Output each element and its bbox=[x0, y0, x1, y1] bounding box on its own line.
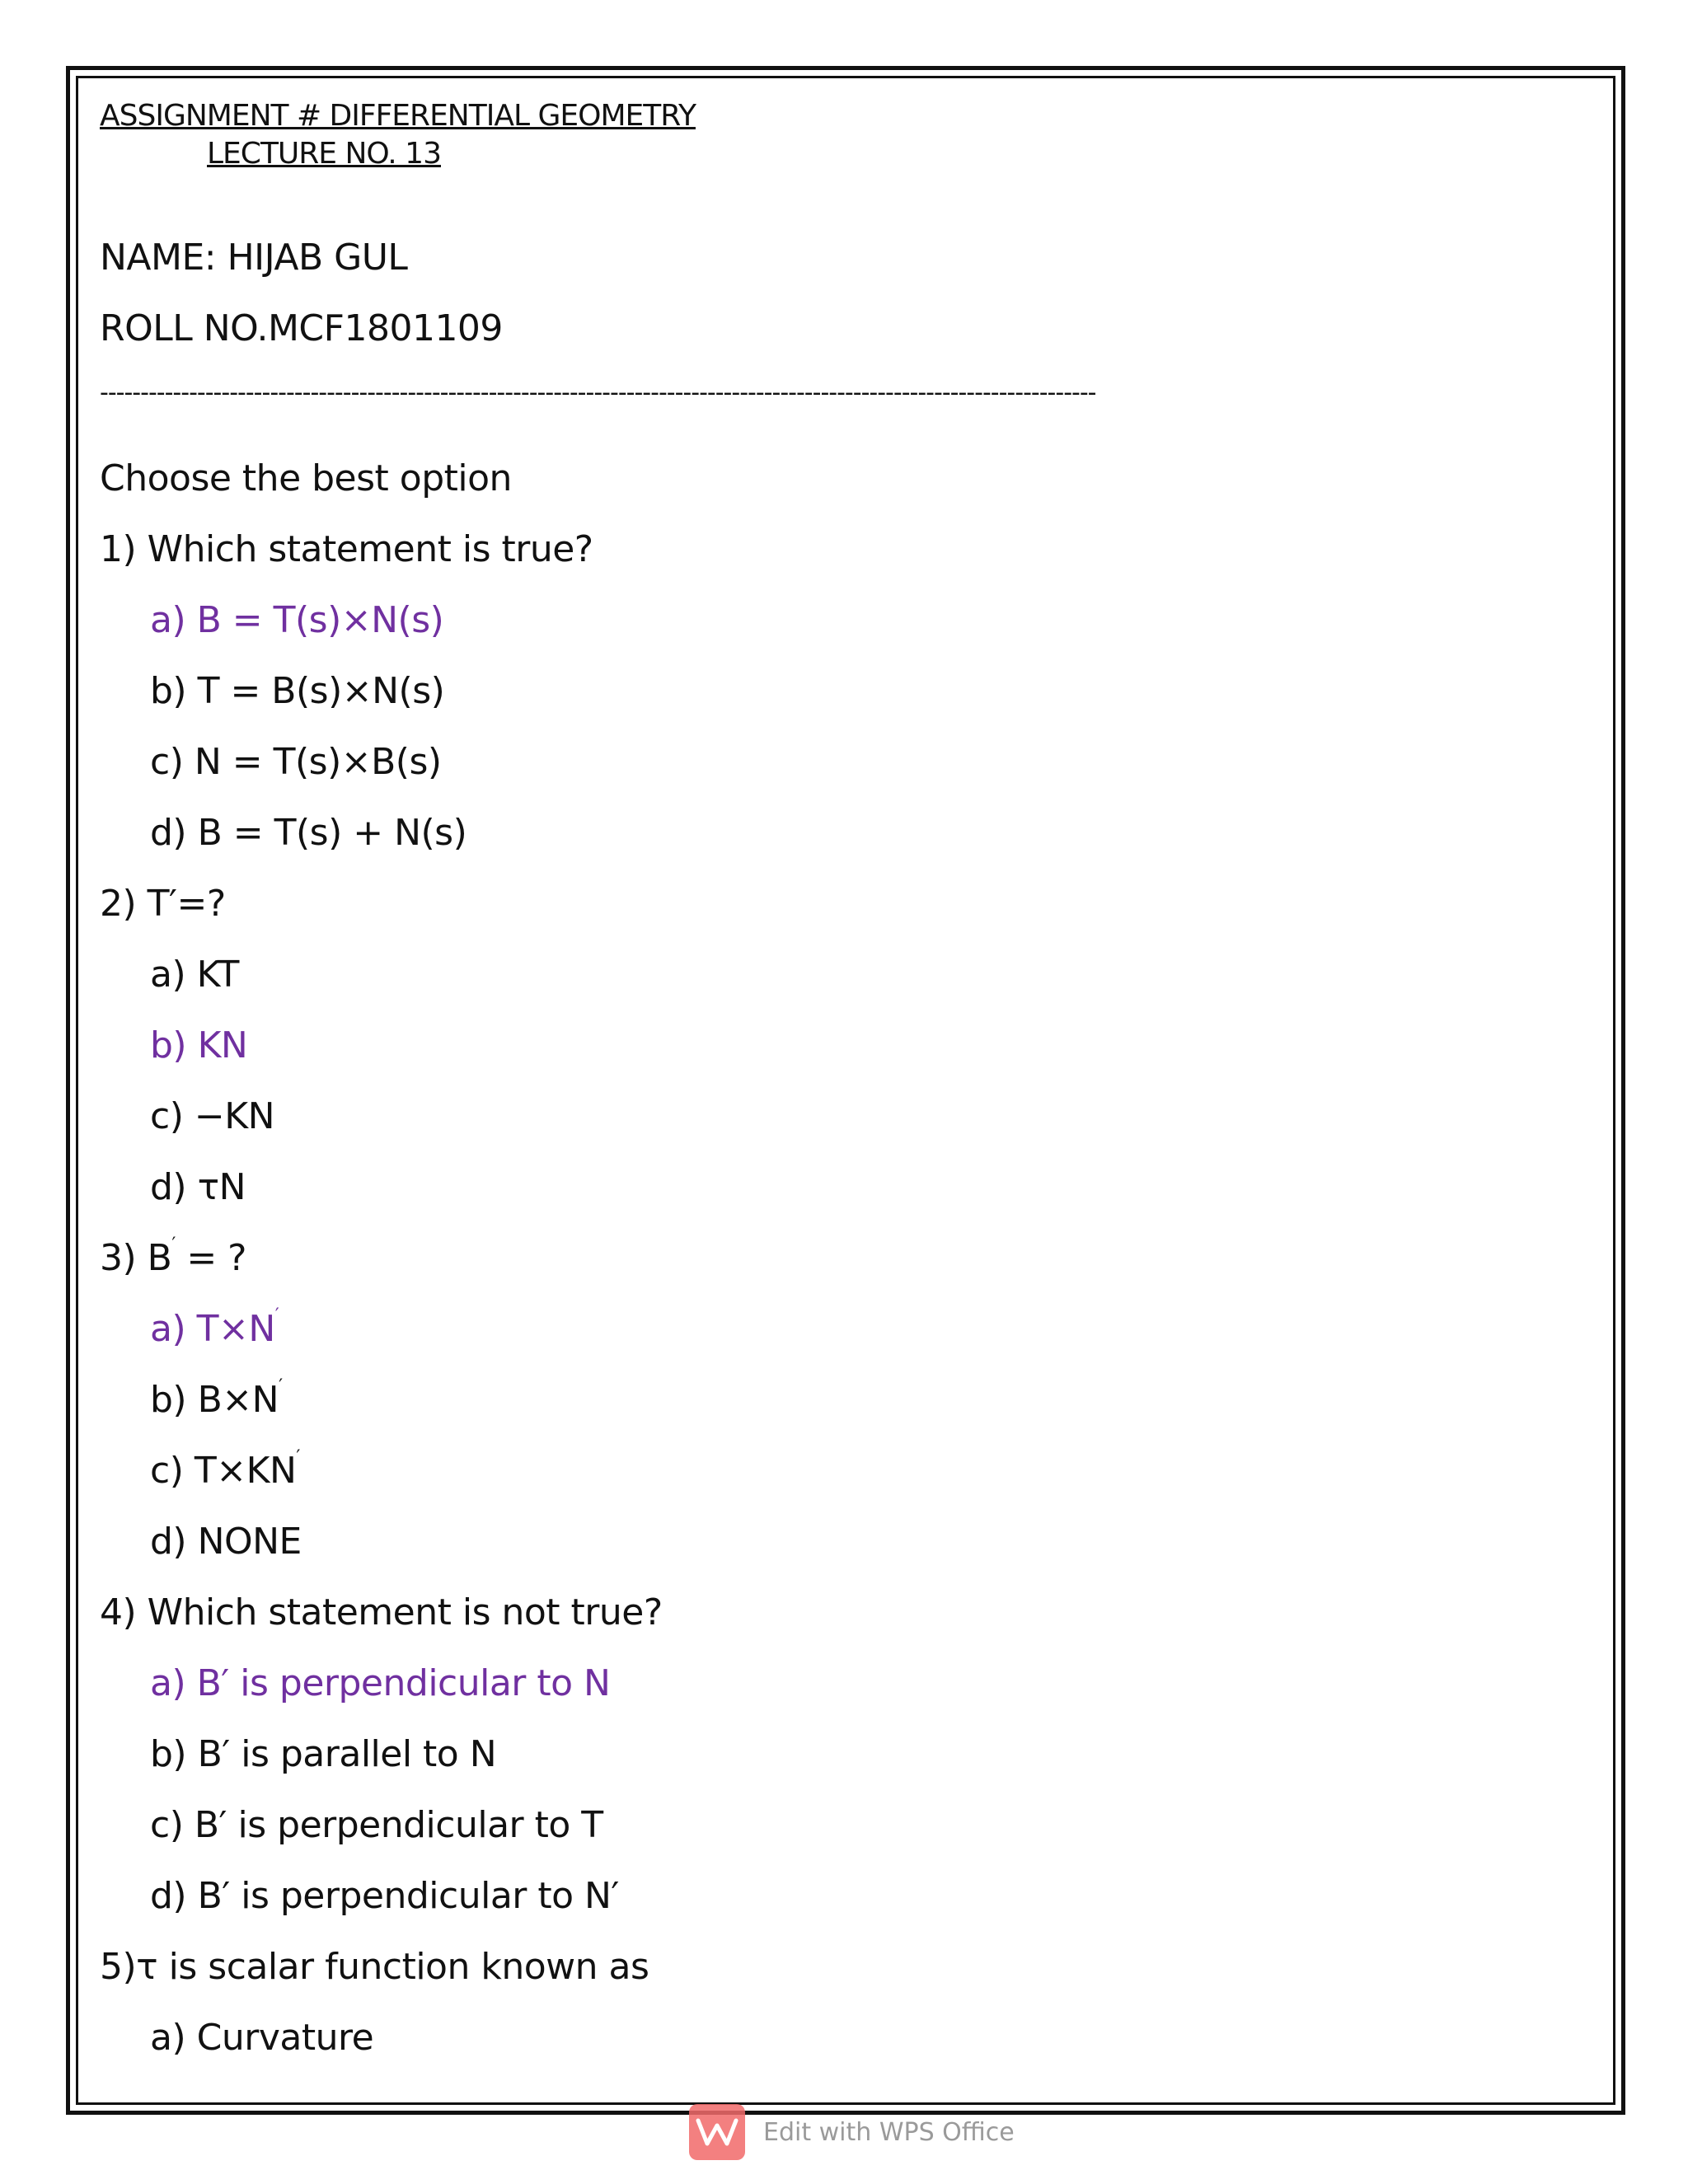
q5-option-a: a) Curvature bbox=[150, 2017, 374, 2059]
q2-option-d: d) τN bbox=[150, 1166, 246, 1208]
student-name: NAME: HIJAB GUL bbox=[100, 237, 408, 279]
q3-option-b-text: b) B×N bbox=[150, 1379, 279, 1421]
lecture-number: LECTURE NO. 13 bbox=[207, 137, 441, 171]
q1-option-d: d) B = T(s) + N(s) bbox=[150, 812, 467, 854]
q4-option-a: a) B′ is perpendicular to N bbox=[150, 1662, 611, 1704]
q4-option-b: b) B′ is parallel to N bbox=[150, 1733, 497, 1775]
q3-option-b bbox=[100, 1365, 1583, 1436]
q3-option-d-text: d) NONE bbox=[150, 1521, 302, 1563]
q2-option-a: a) KT bbox=[150, 954, 239, 996]
q3-option-d bbox=[100, 1507, 1583, 1577]
q3-option-c-prime: ′ bbox=[296, 1447, 300, 1468]
q3-text-main: 3) B bbox=[100, 1237, 172, 1279]
q3-option-a bbox=[100, 1294, 1583, 1365]
question-2: 2) T′=? bbox=[100, 883, 226, 925]
q3-option-a-prime: ′ bbox=[274, 1305, 279, 1326]
q2-option-b: b) KN bbox=[150, 1024, 248, 1066]
q3-prime: ′ bbox=[171, 1235, 176, 1255]
question-4: 4) Which statement is not true? bbox=[100, 1591, 663, 1633]
q3-option-b-prime: ′ bbox=[279, 1376, 283, 1397]
q3-text-rest: = ? bbox=[175, 1237, 247, 1279]
wps-w-glyph-icon bbox=[696, 2116, 738, 2149]
wps-watermark[interactable] bbox=[689, 2103, 1015, 2161]
wps-logo-icon bbox=[689, 2104, 745, 2160]
q1-option-a: a) B = T(s)×N(s) bbox=[150, 599, 444, 641]
question-1: 1) Which statement is true? bbox=[100, 528, 593, 570]
document-body bbox=[100, 97, 1583, 2074]
q3-option-c bbox=[100, 1436, 1583, 1507]
question-3 bbox=[100, 1223, 1583, 1294]
instruction-text: Choose the best option bbox=[100, 457, 512, 499]
q1-option-b: b) T = B(s)×N(s) bbox=[150, 670, 445, 712]
q4-option-d: d) B′ is perpendicular to N′ bbox=[150, 1875, 619, 1917]
question-5: 5)τ is scalar function known as bbox=[100, 1946, 649, 1988]
q2-option-c: c) −KN bbox=[150, 1095, 274, 1137]
separator-line: --------------------------------------------------------------------------------------------------------------------------- bbox=[100, 378, 1096, 407]
assignment-title: ASSIGNMENT # DIFFERENTIAL GEOMETRY bbox=[100, 99, 696, 133]
q4-option-c: c) B′ is perpendicular to T bbox=[150, 1804, 603, 1846]
student-roll: ROLL NO.MCF1801109 bbox=[100, 307, 503, 349]
student-info bbox=[100, 223, 1583, 364]
q1-option-c: c) N = T(s)×B(s) bbox=[150, 741, 442, 783]
wps-watermark-text: Edit with WPS Office bbox=[763, 2117, 1015, 2147]
q3-option-a-text: a) T×N bbox=[150, 1308, 275, 1350]
q3-option-c-text: c) T×KN bbox=[150, 1450, 297, 1492]
